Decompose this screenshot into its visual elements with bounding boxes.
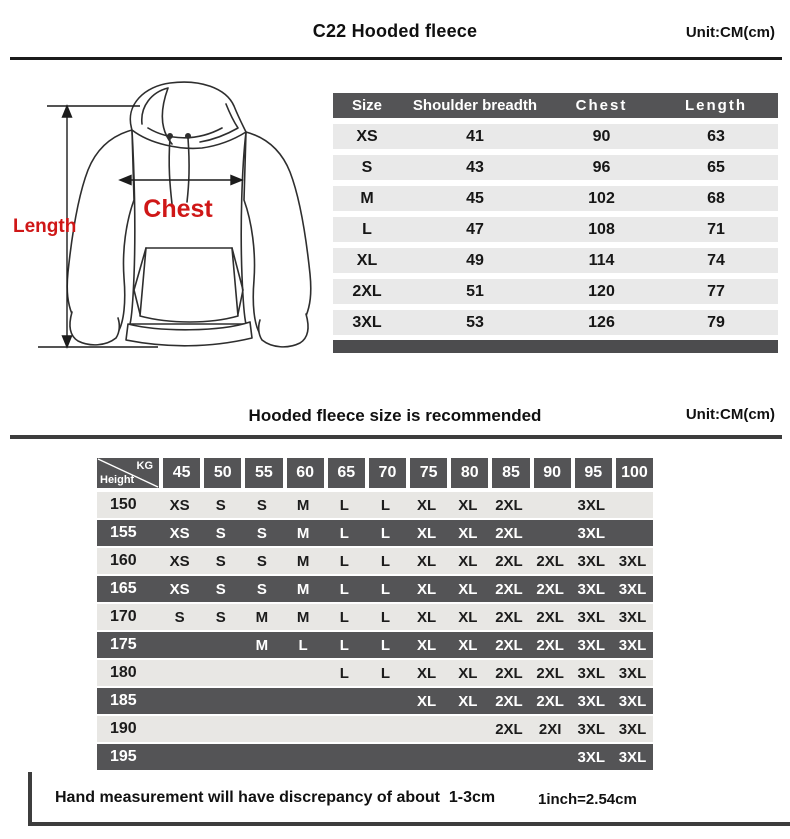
size-cell-size: 3XL bbox=[352, 313, 382, 331]
matrix-corner-cell bbox=[97, 458, 159, 488]
size-cell-shoulder: 43 bbox=[466, 158, 484, 176]
size-cell-shoulder: 51 bbox=[466, 282, 484, 300]
size-cell-length: 65 bbox=[707, 158, 725, 176]
matrix-cell: XL bbox=[458, 692, 478, 710]
matrix-cell: 2XL bbox=[495, 552, 523, 570]
size-cell-length: 77 bbox=[707, 282, 725, 300]
hoodie-pocket bbox=[140, 248, 238, 322]
weight-column-header: 50 bbox=[204, 458, 241, 488]
size-table-row bbox=[333, 310, 778, 335]
matrix-row bbox=[97, 520, 653, 546]
matrix-cell: XL bbox=[417, 636, 437, 654]
matrix-cell: XL bbox=[458, 580, 478, 598]
corner-kg-label: KG bbox=[136, 460, 153, 472]
matrix-cell: L bbox=[339, 524, 349, 542]
size-table bbox=[333, 93, 778, 353]
matrix-cell: 3XL bbox=[577, 748, 606, 766]
matrix-row bbox=[97, 716, 653, 742]
matrix-cell: XL bbox=[458, 524, 478, 542]
weight-column-header: 80 bbox=[451, 458, 488, 488]
hoodie-right-sleeve bbox=[244, 132, 311, 334]
matrix-cell: XS bbox=[169, 524, 190, 542]
matrix-cell: L bbox=[339, 580, 349, 598]
matrix-cell: XL bbox=[458, 496, 478, 514]
size-cell-shoulder: 45 bbox=[466, 189, 484, 207]
size-cell-size: XS bbox=[356, 127, 378, 145]
size-table-row bbox=[333, 155, 778, 180]
matrix-row bbox=[97, 632, 653, 658]
matrix-cell: L bbox=[380, 496, 391, 514]
matrix-cell: 3XL bbox=[577, 496, 606, 514]
matrix-row bbox=[97, 492, 653, 518]
matrix-cell: 2XL bbox=[536, 608, 564, 626]
matrix-cell: 3XL bbox=[618, 692, 647, 710]
matrix-cell: 3XL bbox=[577, 636, 606, 654]
matrix-cell: L bbox=[380, 636, 391, 654]
size-cell-shoulder: 49 bbox=[466, 251, 484, 269]
size-cell-length: 71 bbox=[707, 220, 725, 238]
matrix-cell: 3XL bbox=[577, 692, 606, 710]
size-cell-size: XL bbox=[356, 251, 378, 269]
matrix-cell: XL bbox=[458, 552, 478, 570]
matrix-cell: L bbox=[339, 552, 349, 570]
matrix-cell: M bbox=[255, 608, 269, 626]
matrix-cell: L bbox=[339, 496, 349, 514]
height-label: 180 bbox=[110, 664, 137, 681]
matrix-cell: 2XL bbox=[495, 608, 523, 626]
divider bbox=[10, 57, 782, 60]
matrix-cell: L bbox=[380, 664, 391, 682]
matrix-cell: XL bbox=[417, 580, 437, 598]
matrix-cell: 2XL bbox=[536, 664, 564, 682]
size-cell-length: 74 bbox=[707, 251, 725, 269]
size-cell-size: 2XL bbox=[352, 282, 382, 300]
unit-label: Unit:CM(cm) bbox=[685, 406, 775, 423]
matrix-cell: S bbox=[215, 608, 226, 626]
matrix-cell: S bbox=[174, 608, 185, 626]
size-column-header: Shoulder breadth bbox=[412, 97, 538, 114]
matrix-cell: 3XL bbox=[577, 720, 606, 738]
matrix-cell: 2XL bbox=[495, 580, 523, 598]
matrix-cell: 3XL bbox=[618, 720, 647, 738]
matrix-cell: L bbox=[298, 636, 308, 654]
corner-height-label: Height bbox=[100, 474, 135, 486]
measurement-note: Hand measurement will have discrepancy of about 1-3cm bbox=[55, 789, 496, 806]
matrix-cell: M bbox=[296, 608, 310, 626]
size-table-row bbox=[333, 279, 778, 304]
matrix-cell: 3XL bbox=[577, 552, 606, 570]
matrix-header-row bbox=[97, 458, 653, 488]
matrix-cell: XL bbox=[417, 692, 437, 710]
matrix-cell: XL bbox=[417, 664, 437, 682]
size-column-header: Size bbox=[351, 97, 382, 114]
size-cell-chest: 108 bbox=[588, 220, 615, 238]
matrix-cell: XL bbox=[417, 552, 437, 570]
matrix-cell: M bbox=[296, 496, 310, 514]
matrix-cell: 2XL bbox=[495, 692, 523, 710]
size-cell-length: 63 bbox=[707, 127, 725, 145]
matrix-cell: 2XL bbox=[495, 664, 523, 682]
matrix-cell: 3XL bbox=[577, 608, 606, 626]
size-table-row bbox=[333, 248, 778, 273]
matrix-cell: S bbox=[215, 524, 226, 542]
height-label: 150 bbox=[110, 496, 137, 513]
matrix-cell: 2XL bbox=[536, 580, 564, 598]
size-cell-chest: 114 bbox=[588, 251, 615, 269]
matrix-cell: 3XL bbox=[577, 524, 606, 542]
hoodie-left-sleeve bbox=[67, 130, 134, 332]
matrix-cell: L bbox=[380, 580, 391, 598]
matrix-cell: 3XL bbox=[577, 580, 606, 598]
matrix-cell: 2XL bbox=[536, 636, 564, 654]
size-cell-chest: 90 bbox=[592, 127, 611, 145]
matrix-cell: 2XL bbox=[495, 636, 523, 654]
length-label: Length bbox=[13, 216, 77, 237]
weight-column-header: 70 bbox=[369, 458, 406, 488]
matrix-cell: XS bbox=[169, 552, 190, 570]
matrix-cell: S bbox=[256, 580, 267, 598]
size-cell-size: L bbox=[362, 220, 372, 238]
matrix-cell: 3XL bbox=[577, 664, 606, 682]
matrix-row bbox=[97, 744, 653, 770]
matrix-cell: 2XL bbox=[536, 552, 564, 570]
weight-column-header: 55 bbox=[245, 458, 282, 488]
matrix-cell: S bbox=[215, 580, 226, 598]
hoodie-hem bbox=[126, 322, 252, 346]
size-cell-shoulder: 41 bbox=[466, 127, 484, 145]
recommend-title: Hooded fleece size is recommended bbox=[248, 406, 542, 425]
matrix-cell: S bbox=[256, 496, 267, 514]
matrix-cell: L bbox=[339, 664, 349, 682]
unit-label: Unit:CM(cm) bbox=[685, 24, 775, 41]
footer-bottom-line bbox=[28, 822, 790, 826]
matrix-cell: XL bbox=[458, 664, 478, 682]
matrix-body bbox=[97, 492, 653, 770]
matrix-cell: XS bbox=[169, 580, 190, 598]
matrix-cell: XL bbox=[417, 608, 437, 626]
matrix-row bbox=[97, 688, 653, 714]
size-cell-length: 68 bbox=[707, 189, 725, 207]
size-table-body bbox=[333, 124, 778, 335]
matrix-cell: 3XL bbox=[618, 664, 647, 682]
size-cell-shoulder: 53 bbox=[466, 313, 484, 331]
size-cell-shoulder: 47 bbox=[466, 220, 484, 238]
height-label: 190 bbox=[110, 720, 137, 737]
size-table-header bbox=[333, 93, 778, 118]
size-cell-chest: 120 bbox=[588, 282, 615, 300]
height-label: 175 bbox=[110, 636, 137, 653]
matrix-cell: L bbox=[339, 636, 349, 654]
matrix-row bbox=[97, 576, 653, 602]
size-cell-size: M bbox=[360, 189, 374, 207]
matrix-cell: M bbox=[296, 524, 310, 542]
matrix-cell: L bbox=[339, 608, 349, 626]
weight-column-header: 90 bbox=[534, 458, 571, 488]
matrix-row bbox=[97, 604, 653, 630]
inch-conversion: 1inch=2.54cm bbox=[538, 791, 637, 808]
height-label: 195 bbox=[110, 748, 137, 765]
matrix-cell: XL bbox=[417, 524, 437, 542]
matrix-cell: S bbox=[256, 552, 267, 570]
size-column-header: Chest bbox=[575, 97, 628, 114]
matrix-cell: 3XL bbox=[618, 552, 647, 570]
recommend-matrix bbox=[97, 458, 653, 772]
divider bbox=[10, 435, 782, 439]
matrix-cell: 2XL bbox=[495, 496, 523, 514]
size-table-row bbox=[333, 124, 778, 149]
height-label: 170 bbox=[110, 608, 137, 625]
size-table-row bbox=[333, 186, 778, 211]
matrix-cell: 3XL bbox=[618, 636, 647, 654]
weight-column-header: 45 bbox=[163, 458, 200, 488]
matrix-cell: L bbox=[380, 608, 391, 626]
weight-column-header: 85 bbox=[492, 458, 529, 488]
matrix-row bbox=[97, 548, 653, 574]
weight-column-header: 100 bbox=[616, 458, 653, 488]
matrix-cell: 2XL bbox=[495, 524, 523, 542]
size-column-header: Length bbox=[685, 97, 747, 114]
matrix-cell: 2XL bbox=[495, 720, 523, 738]
matrix-cell: XL bbox=[417, 496, 437, 514]
matrix-cell: 3XL bbox=[618, 580, 647, 598]
hoodie-diagram bbox=[10, 76, 332, 368]
page-title: C22 Hooded fleece bbox=[312, 21, 478, 41]
matrix-cell: 2XL bbox=[536, 692, 564, 710]
matrix-cell: XS bbox=[169, 496, 190, 514]
matrix-cell: 2XI bbox=[538, 720, 562, 738]
weight-column-header: 75 bbox=[410, 458, 447, 488]
size-table-footer-bar bbox=[333, 340, 778, 353]
size-table-row bbox=[333, 217, 778, 242]
matrix-cell: S bbox=[215, 552, 226, 570]
size-cell-chest: 126 bbox=[588, 313, 615, 331]
matrix-cell: S bbox=[215, 496, 226, 514]
weight-column-header: 60 bbox=[287, 458, 324, 488]
height-label: 160 bbox=[110, 552, 137, 569]
height-label: 155 bbox=[110, 524, 137, 541]
size-cell-size: S bbox=[361, 158, 373, 176]
matrix-row bbox=[97, 660, 653, 686]
chest-label: Chest bbox=[143, 195, 213, 223]
matrix-cell: XL bbox=[458, 636, 478, 654]
height-label: 185 bbox=[110, 692, 137, 709]
matrix-cell: S bbox=[256, 524, 267, 542]
matrix-cell: M bbox=[296, 552, 310, 570]
matrix-cell: M bbox=[296, 580, 310, 598]
matrix-cell: 3XL bbox=[618, 748, 647, 766]
size-cell-chest: 96 bbox=[592, 158, 611, 176]
size-cell-chest: 102 bbox=[588, 189, 615, 207]
footer-left-bar bbox=[28, 772, 32, 826]
matrix-cell: L bbox=[380, 524, 391, 542]
matrix-cell: 3XL bbox=[618, 608, 647, 626]
weight-column-header: 95 bbox=[575, 458, 612, 488]
size-cell-length: 79 bbox=[707, 313, 725, 331]
matrix-cell: XL bbox=[458, 608, 478, 626]
height-label: 165 bbox=[110, 580, 137, 597]
matrix-cell: M bbox=[255, 636, 269, 654]
matrix-cell: L bbox=[380, 552, 391, 570]
weight-column-header: 65 bbox=[328, 458, 365, 488]
